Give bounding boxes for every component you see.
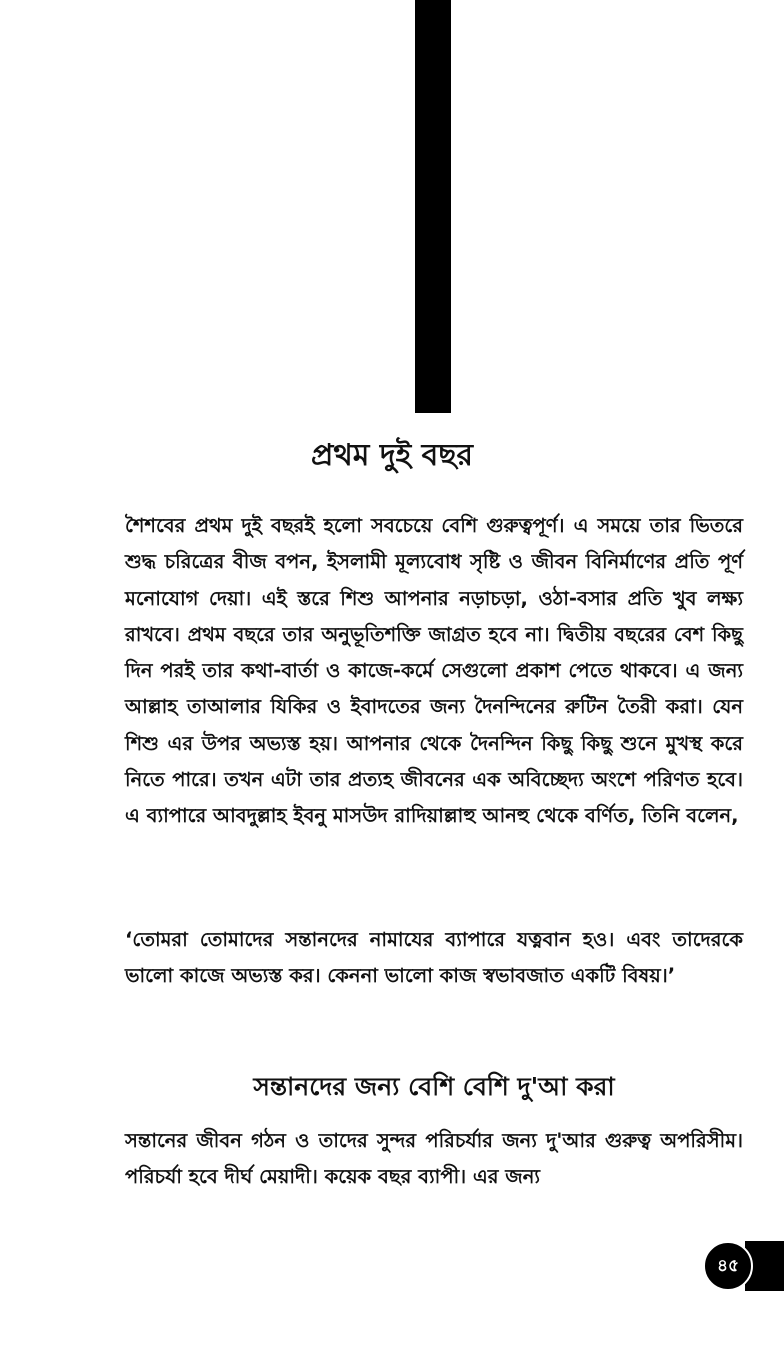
chapter-title: প্রথম দুই বছর <box>310 438 474 473</box>
page-number: ৪৫ <box>703 1241 753 1291</box>
section-heading: সন্তানদের জন্য বেশি বেশি দু'আ করা <box>253 1072 615 1101</box>
decorative-vertical-bar <box>415 0 451 413</box>
hadith-quote: ‘তোমরা তোমাদের সন্তানদের নামাযের ব্যাপারে যত্নবান হও। এবং তাদেরকে ভালো কাজে অভ্যস্ত কর। কেননা ভালো কাজ স্বভাবজাত একটি বিষয়।’ <box>125 928 743 988</box>
body-paragraph: শৈশবের প্রথম দুই বছরই হলো সবচেয়ে বেশি গুরুত্বপূর্ণ। এ সময়ে তার ভিতরে শুদ্ধ চরিত্রের বীজ বপন, ইসলামী মূল্যবোধ সৃষ্টি ও জীবন বিনির্মাণের প্রতি পূর্ণ মনোযোগ দেয়া। এই স্তরে শিশু আপনার নড়াচড়া, ওঠা-বসার প্রতি খুব লক্ষ্য রাখবে। প্রথম বছরে তার অনুভূতিশক্তি জাগ্রত হবে না। দ্বিতীয় বছরের বেশ কিছু দিন পরই তার কথা-বার্তা ও কাজে-কর্মে সেগুলো প্রকাশ পেতে থাকবে। এ জন্য আল্লাহ তাআলার যিকির ও ইবাদতের জন্য দৈনন্দিনের রুটিন তৈরী করা। যেন শিশু এর উপর অভ্যস্ত হয়। আপনার থেকে দৈনন্দিন কিছু কিছু শুনে মুখস্থ করে নিতে পারে। তখন এটা তার প্রত্যহ জীবনের এক অবিচ্ছেদ্য অংশে পরিণত হবে। এ ব্যাপারে আবদুল্লাহ ইবনু মাসউদ রাদিয়াল্লাহু আনহু থেকে বর্ণিত, তিনি বলেন, <box>125 514 743 828</box>
section-paragraph: সন্তানের জীবন গঠন ও তাদের সুন্দর পরিচর্যার জন্য দু'আর গুরুত্ব অপরিসীম। পরিচর্যা হবে দীর্ঘ মেয়াদী। কয়েক বছর ব্যাপী। এর জন্য <box>125 1129 743 1189</box>
